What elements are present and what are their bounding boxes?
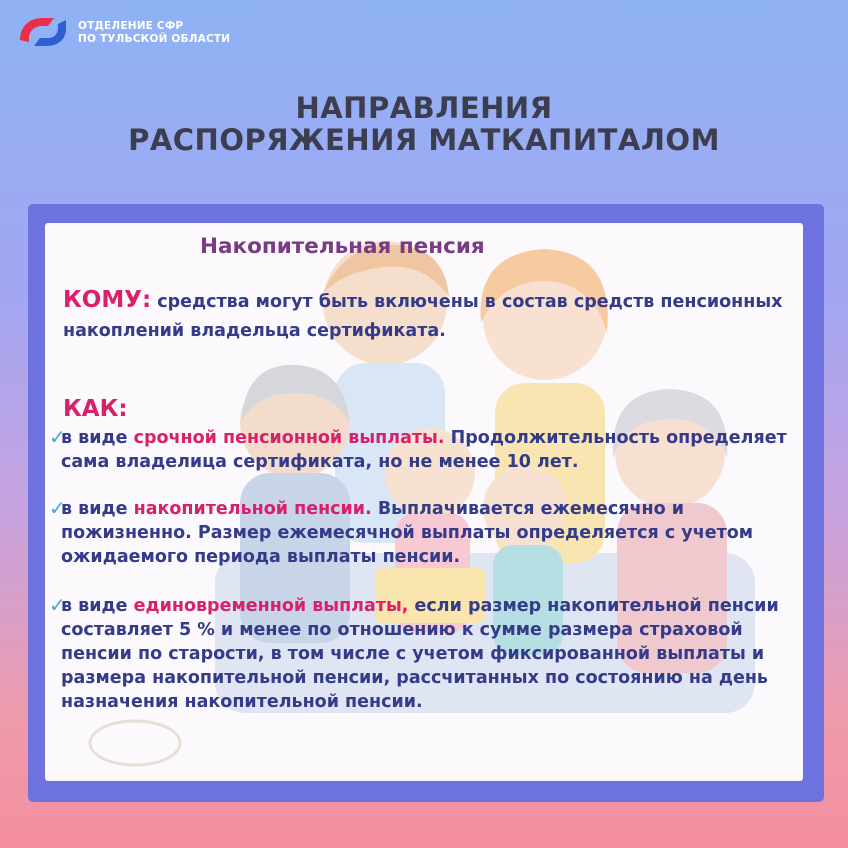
list-item: [49, 593, 801, 714]
page-title: [0, 92, 848, 156]
check-icon: ✓: [49, 496, 66, 520]
bullet-2-post: Выплачивается ежемесячно и пожизненно. Размер ежемесячной выплаты определяется с учетом ожидаемого периода выплаты пенсии.: [61, 499, 754, 567]
komu-label: КОМУ:: [63, 287, 152, 313]
komu-paragraph: [63, 286, 793, 346]
org-name: [78, 20, 230, 46]
kak-label: КАК:: [63, 396, 128, 422]
list-item: [49, 425, 801, 474]
bullet-1-highlight: срочной пенсионной выплаты.: [133, 428, 445, 448]
logo: [14, 12, 230, 54]
org-line2: ПО ТУЛЬСКОЙ ОБЛАСТИ: [78, 33, 231, 45]
komu-text: средства могут быть включены в состав средств пенсионных накоплений владельца сертификата.: [63, 292, 783, 341]
org-line1: ОТДЕЛЕНИЕ СФР: [78, 20, 184, 32]
title-line2: РАСПОРЯЖЕНИЯ МАТКАПИТАЛОМ: [128, 123, 720, 157]
list-item: [49, 496, 801, 569]
bullet-1-pre: в виде: [61, 428, 134, 448]
bullet-2-highlight: накопительной пенсии.: [133, 499, 372, 519]
check-icon: ✓: [49, 593, 66, 617]
bullet-3-highlight: единовременной выплаты,: [133, 596, 409, 616]
info-card: [45, 223, 803, 781]
sfr-logo-icon: [14, 12, 72, 54]
bullet-3-post: если размер накопительной пенсии составляет 5 % и менее по отношению к сумме размера страховой пенсии по старости, в том числе с учетом фиксированной выплаты и размера накопительной пенсии, рассчитанных по состоянию на день назначения накопительной пенсии.: [61, 596, 779, 712]
bullet-1-post: Продолжительность определяет сама владелица сертификата, но не менее 10 лет.: [61, 428, 787, 472]
bullet-3-pre: в виде: [61, 596, 134, 616]
check-icon: ✓: [49, 425, 66, 449]
title-line1: НАПРАВЛЕНИЯ: [295, 91, 553, 125]
card-subtitle: Накопительная пенсия: [200, 234, 485, 259]
bullet-2-pre: в виде: [61, 499, 134, 519]
